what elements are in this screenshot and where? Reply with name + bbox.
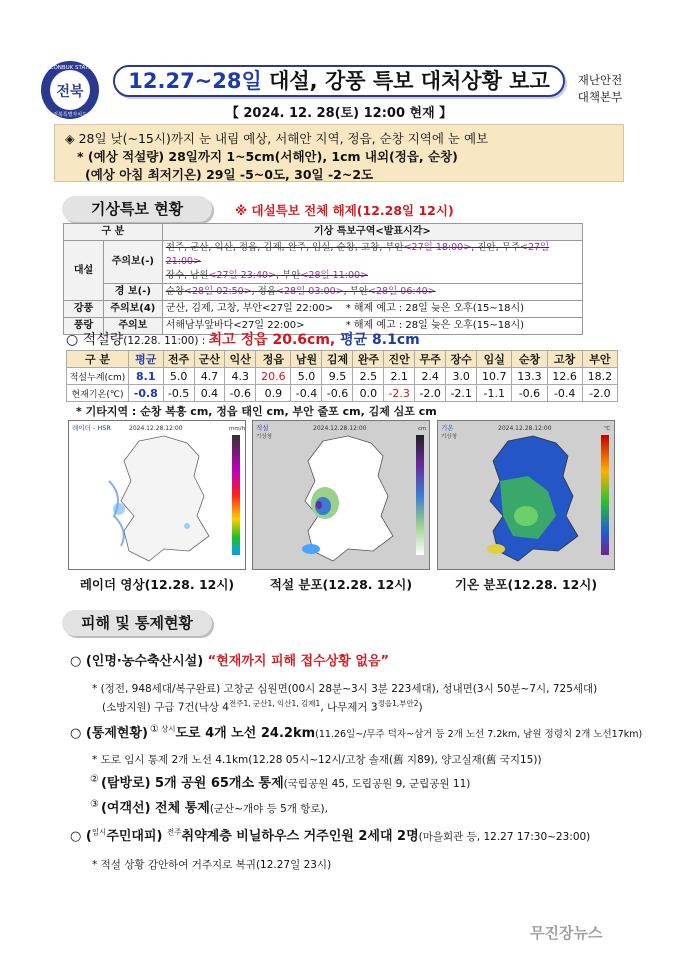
evacuation-prefix: ○ ( xyxy=(70,829,92,844)
ferry-control-line xyxy=(88,797,328,816)
snow-depth-cell: 5.0 xyxy=(163,368,194,385)
warn-wind-label: 주의보(4) xyxy=(104,301,163,318)
power-outage-note: * (정전, 948세대/복구완료) 고창군 심원면(00시 28분~3시 3분 223세대), 성내면(3시 50분~7시, 725세대) xyxy=(92,683,598,695)
wind-note: * 해제 예고 : 28일 늦은 오후(15~18시) xyxy=(345,303,525,314)
snow-color-scale xyxy=(416,435,424,555)
wave-areas: 서해남부앞바다<27일 22:00> xyxy=(165,320,305,331)
damage-casualty-label: ○ (인명·농수축산시설) xyxy=(70,654,204,669)
logo-text: 전북 xyxy=(56,84,84,100)
ferry-control-detail: (군산~개야 등 5개 항로), xyxy=(209,803,328,815)
temp-area-jeju xyxy=(487,544,505,554)
damage-casualty-line xyxy=(70,650,389,669)
department xyxy=(570,72,630,106)
snow-region-header: 정읍 xyxy=(256,351,291,368)
snow-temp-cell: -0.5 xyxy=(163,385,194,402)
snow-depth-cell: 10.7 xyxy=(477,368,512,385)
snow-depth-cell: 2.5 xyxy=(353,368,384,385)
snow-depth-cell: 2.4 xyxy=(415,368,446,385)
snow-area-jeju xyxy=(302,544,320,554)
snowfall-table xyxy=(66,350,618,402)
snow-region-header: 군산 xyxy=(194,351,225,368)
snow-temp-cell: 0.0 xyxy=(353,385,384,402)
trail-control-line xyxy=(88,772,470,791)
trail-item-number: ② xyxy=(90,773,99,785)
logo-ring-text: JEONBUK STATE xyxy=(48,65,92,71)
snow-depth-cell: 12.6 xyxy=(547,368,582,385)
snow-temp-cell: -1.1 xyxy=(477,385,512,402)
snow-depth-cell: 3.0 xyxy=(446,368,477,385)
department-line2: 대책본부 xyxy=(577,90,623,104)
snowfall-avg: 평균 8.1cm xyxy=(335,332,420,348)
snowfall-map xyxy=(252,420,430,570)
forecast-line2: * (예상 적설량) 28일까지 1~5cm(서해안), 1cm 내외(정읍, 순창) xyxy=(77,149,458,164)
evacuation-label: 주민대피) xyxy=(106,829,168,844)
radar-echo-cell xyxy=(184,523,190,529)
snow-map-time: 2024.12.28.12:00 xyxy=(313,425,367,432)
temp-area-warm xyxy=(514,506,538,526)
warn-advisory-label: 주의보(-) xyxy=(104,241,163,284)
snow-region-header: 장수 xyxy=(446,351,477,368)
temp-map-unit: ℃ xyxy=(604,426,611,432)
adv1-c: , 진안, 무주 xyxy=(471,242,520,253)
snow-region-header: 순창 xyxy=(512,351,547,368)
alert-f: <28일 06:40> xyxy=(368,286,436,297)
snowfall-caption: 적설 분포(12.28. 12시) xyxy=(269,577,413,592)
snow-temp-cell: -0.8 xyxy=(129,385,164,402)
snow-temp-cell: -0.4 xyxy=(547,385,582,402)
snow-temp-cell: -0.4 xyxy=(291,385,322,402)
snow-map-title: 적설 xyxy=(256,424,269,432)
snowfall-heading xyxy=(66,329,420,349)
snow-depth-cell: 4.3 xyxy=(225,368,256,385)
snow-region-header: 임실 xyxy=(477,351,512,368)
forecast-line3: (예상 아침 최저기온) 29일 -5~0도, 30일 -2~2도 xyxy=(85,167,374,182)
warning-lift-note: ※ 대설특보 전체 해제(12.28일 12시) xyxy=(235,203,454,218)
snow-depth-cell: 2.1 xyxy=(384,368,415,385)
temp-map-title: 기온 xyxy=(441,424,454,432)
snow-map-tag: 기상청 xyxy=(256,434,272,440)
warn-group-wind: 강풍 xyxy=(64,301,104,318)
radar-color-scale xyxy=(232,435,240,555)
watermark: 무진장뉴스 xyxy=(530,924,603,942)
radar-map-unit: mm/h xyxy=(229,426,246,432)
wave-note: * 해제 예고 : 28일 늦은 오후(15~18시) xyxy=(345,320,525,331)
snow-temp-cell: -2.0 xyxy=(415,385,446,402)
alert-d: <28일 03:00> xyxy=(276,286,344,297)
radar-map-time: 2024.12.28.12:00 xyxy=(129,425,183,432)
trail-control-detail: (국립공원 45, 도립공원 9, 군립공원 11) xyxy=(283,778,471,790)
fire-support-note xyxy=(102,698,423,715)
snow-region-header: 익산 xyxy=(225,351,256,368)
alert-c: , 정읍 xyxy=(251,286,277,297)
temp-map-tag: 기상청 xyxy=(441,434,457,440)
snow-depth-cell: 13.3 xyxy=(512,368,547,385)
temperature-map xyxy=(437,420,615,570)
control-road-sup: 상시 xyxy=(160,724,176,734)
logo-ring-bottom: 전북특별자치도 xyxy=(53,112,87,118)
warn-group-snow: 대설 xyxy=(64,241,104,301)
adv2-a: 장수, 남원 xyxy=(165,270,209,281)
report-datetime: 【 2024. 12. 28(토) 12:00 현재 】 xyxy=(225,106,453,121)
temp-color-scale xyxy=(601,435,609,555)
title-date: 12.27~28일 xyxy=(128,69,262,93)
warn-head-right: 기상 특보구역<발표시각> xyxy=(162,224,582,241)
snow-depth-cell: 9.5 xyxy=(322,368,353,385)
department-line1: 재난안전 xyxy=(577,73,623,87)
radar-caption: 레이더 영상(12.28. 12시) xyxy=(79,577,235,592)
snow-temp-cell: -0.6 xyxy=(322,385,353,402)
evacuation-detail: (마을회관 등, 12.27 17:30~23:00) xyxy=(418,831,591,843)
fire-support-sup1: 전주1, 군산1, 익산1, 김제1 xyxy=(228,699,321,708)
adv2-b: <27일 23:40> xyxy=(208,270,277,281)
snow-depth-cell: 18.2 xyxy=(582,368,617,385)
section-title-damage: 피해 및 통제현황 xyxy=(62,610,212,636)
control-status-line xyxy=(70,722,642,741)
snow-region-header: 평균 xyxy=(129,351,164,368)
warn-head-left: 구 분 xyxy=(64,224,163,241)
adv1-a: 전주, 군산, 익산, 정읍, 김제, 완주, 임실, 순창, 고창, 부안 xyxy=(165,242,404,253)
damage-casualty-quote: “현재까지 피해 접수상황 없음” xyxy=(203,654,390,669)
snow-depth-cell: 5.0 xyxy=(291,368,322,385)
forecast-line1: ◈ 28일 낮(~15시)까지 눈 내림 예상, 서해안 지역, 정읍, 순창 지역에 눈 예보 xyxy=(65,131,489,146)
other-areas-note: * 기타지역 : 순창 복흥 cm, 정읍 태인 cm, 부안 줄포 cm, 김제 심포 cm xyxy=(76,405,437,418)
warn-group-wave: 풍랑 xyxy=(64,318,104,335)
evacuation-main: 취약계층 비닐하우스 거주인원 2세대 2명 xyxy=(181,829,419,844)
evacuation-return-note: * 적설 상황 감안하여 거주지로 복귀(12.27일 23시) xyxy=(92,859,332,871)
temp-map-time: 2024.12.28.12:00 xyxy=(498,425,552,432)
snow-map-unit: cm xyxy=(418,426,427,432)
ferry-control-main: (여객선) 전체 통제 xyxy=(100,801,210,816)
radar-map xyxy=(68,420,246,570)
snowfall-max: 최고 정읍 20.6cm, xyxy=(208,332,336,348)
report-title xyxy=(113,65,565,97)
snow-region-header: 진안 xyxy=(384,351,415,368)
snow-temp-cell: -2.0 xyxy=(582,385,617,402)
snow-area-max xyxy=(316,501,322,509)
fire-support-mid: , 나무제거 3 xyxy=(320,701,378,714)
radar-landmass xyxy=(121,436,209,561)
snow-temp-cell: 0.4 xyxy=(194,385,225,402)
snow-region-header: 부안 xyxy=(582,351,617,368)
fire-support-text: (소방지원) 구급 7건(낙상 4 xyxy=(102,701,229,714)
snow-temp-cell: -2.3 xyxy=(384,385,415,402)
snowfall-time: (12.28. 11:00) : xyxy=(123,335,209,347)
adv1-d: <27일 21:00> xyxy=(165,242,550,267)
warn-alert-label: 경 보(-) xyxy=(104,284,163,301)
forecast-box xyxy=(54,124,624,182)
trail-control-main: (탐방로) 5개 공원 65개소 통제 xyxy=(100,776,284,791)
snow-header-label: 구 분 xyxy=(67,351,129,368)
evacuation-sup2: 전주 xyxy=(167,827,182,837)
radar-echo-cell xyxy=(113,503,125,515)
snow-region-header: 남원 xyxy=(291,351,322,368)
snow-temp-cell: 0.9 xyxy=(256,385,291,402)
snow-region-header: 고창 xyxy=(547,351,582,368)
evacuation-sup1: 임시 xyxy=(91,827,107,837)
snow-depth-cell: 8.1 xyxy=(129,368,164,385)
section-title-weather-warning: 기상특보 현황 xyxy=(62,196,212,222)
warning-table xyxy=(63,223,583,335)
snow-temp-cell: -0.6 xyxy=(225,385,256,402)
adv1-b: <27일 18:00> xyxy=(403,242,472,253)
snow-row1-label: 적설누계(cm) xyxy=(67,368,129,385)
ferry-item-number: ③ xyxy=(90,798,99,810)
wind-areas: 군산, 김제, 고창, 부안<27일 22:00> xyxy=(165,303,334,314)
evacuation-line xyxy=(70,825,590,844)
snow-region-header: 김제 xyxy=(322,351,353,368)
snow-depth-cell: 20.6 xyxy=(256,368,291,385)
control-road-detail: (11.26일~/무주 덕자~삼거 등 2개 노선 7.2km, 남원 정령치 2개 노선17km) xyxy=(315,729,643,740)
fire-support-sup2: 정읍1,부안2 xyxy=(377,699,419,708)
jeonbuk-logo xyxy=(40,60,100,120)
warn-wave-label: 주의보 xyxy=(104,318,163,335)
alert-e: , 부안 xyxy=(343,286,369,297)
snow-region-header: 전주 xyxy=(163,351,194,368)
snow-region-header: 완주 xyxy=(353,351,384,368)
alert-a: 순창 xyxy=(165,286,185,297)
snow-row2-label: 현재기온(℃) xyxy=(67,385,129,402)
adv2-c: , 부안 xyxy=(276,270,301,281)
snow-temp-cell: -2.1 xyxy=(446,385,477,402)
snowfall-label: ○ 적설량 xyxy=(66,332,124,348)
snow-region-header: 무주 xyxy=(415,351,446,368)
temperature-caption: 기온 분포(12.28. 12시) xyxy=(454,577,598,592)
snow-temp-cell: -0.6 xyxy=(512,385,547,402)
control-item-number: ① xyxy=(149,723,159,735)
snow-depth-cell: 4.7 xyxy=(194,368,225,385)
fire-support-end: ) xyxy=(418,701,423,714)
title-text: 대설, 강풍 특보 대처상황 보고 xyxy=(261,69,550,93)
control-road-main: 도로 4개 노선 24.2km xyxy=(175,726,316,741)
alert-b: <28일 02:50> xyxy=(184,286,252,297)
radar-map-title: 레이더 - HSR xyxy=(72,424,111,432)
control-status-label: ○ (통제현황) xyxy=(70,726,148,741)
adv2-d: <28일 11:00> xyxy=(300,270,369,281)
road-temp-control-note: * 도로 임시 통제 2개 노선 4.1km(12.28 05시~12시/고창 솔재(舊 지89), 양고실재(舊 국지15)) xyxy=(92,754,542,766)
